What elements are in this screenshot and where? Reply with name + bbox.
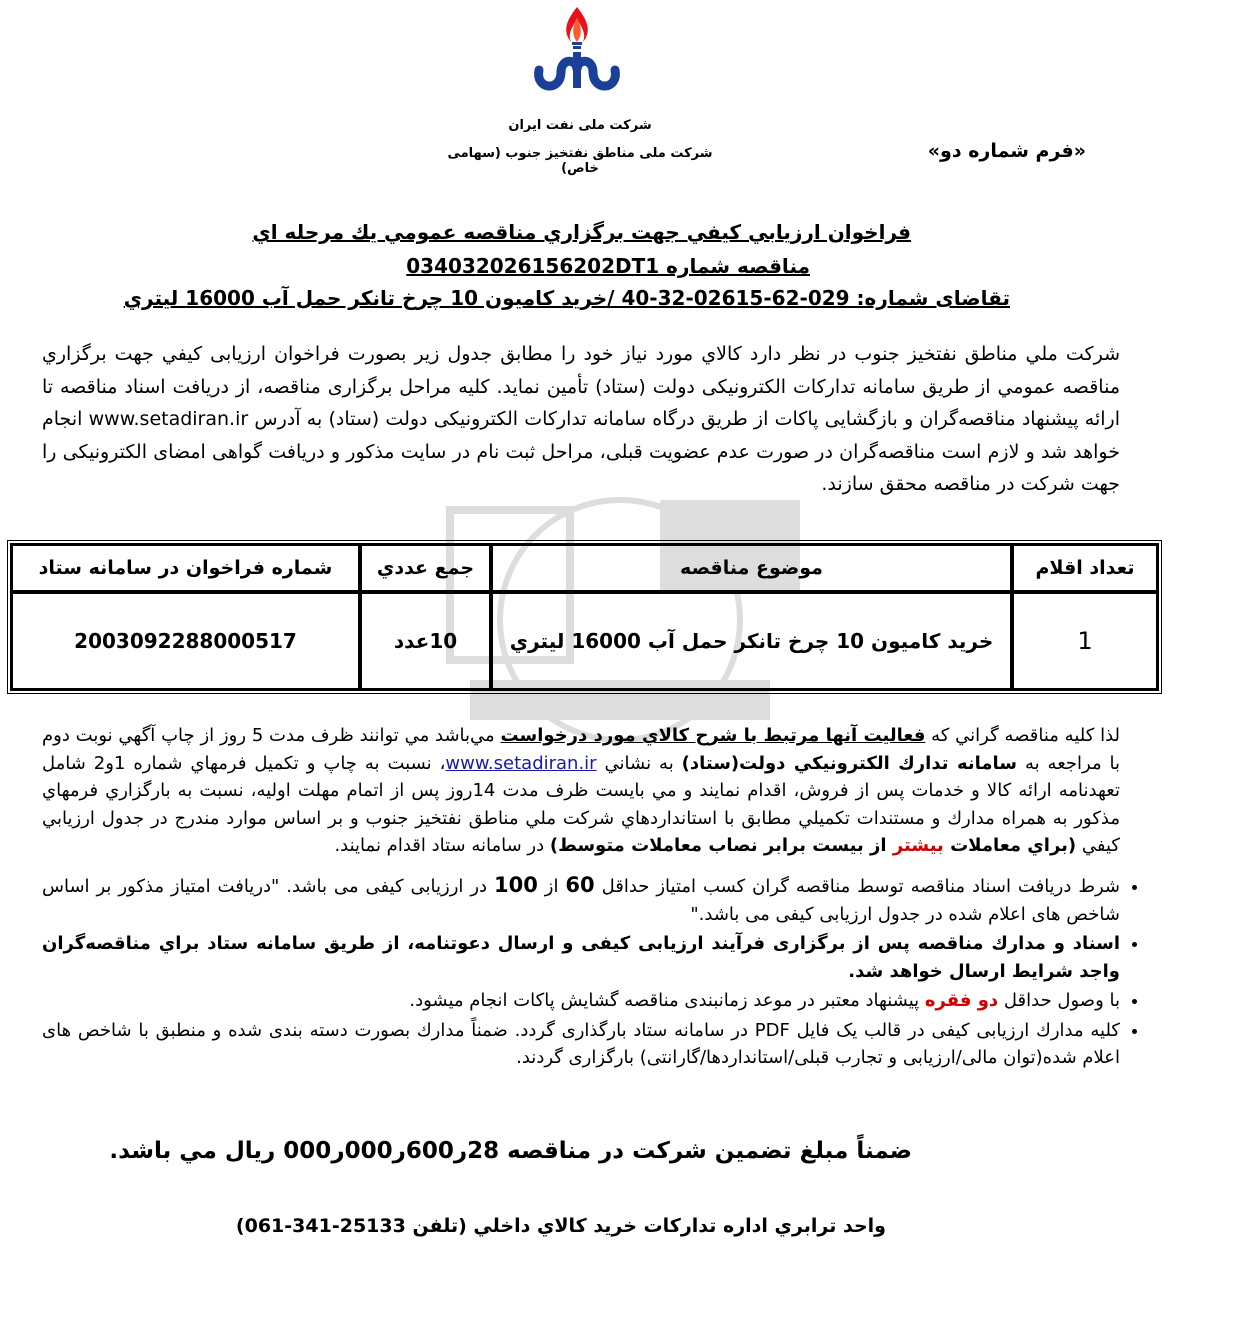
min-score: 60 — [565, 873, 595, 897]
max-score: 100 — [494, 873, 538, 897]
org-name-nisoc: شرکت ملی مناطق نفتخیز جنوب (سهامی خاص) — [447, 146, 713, 176]
bullet3-text-b: پيشنهاد معتبر در موعد زمانبندی مناقصه گشايش پاكات انجام ميشود. — [409, 990, 925, 1011]
bullet1-text-b: از — [537, 876, 566, 897]
instructions-paragraph — [42, 722, 1120, 860]
list-item — [42, 872, 1120, 928]
instr-text-10: در سامانه ستاد اقدام نمايند. — [334, 835, 550, 856]
instr-text-9: از بيست برابر نصاب معاملات متوسط) — [549, 835, 893, 856]
guarantee-amount: ضمناً مبلغ تضمين شرکت در مناقصه 28ر600ر000ر000 ريال مي باشد. — [109, 1138, 912, 1164]
bullet4-text: كليه مدارك ارزيابی کيفی در قالب يک فايل PDF در سامانه ستاد بارگذاری گردد. ضمناً مدارك بصورت دسته بندی شده و منطبق با شاخص های اعلام شده(توان مالی/ارزيابی و تجارب قبلی/استانداردها/گارانتی) بارگزاری گردند. — [42, 1019, 1120, 1068]
bullet1-text-a: شرط دريافت اسناد مناقصه توسط مناقصه گران كسب امتياز حداقل — [594, 876, 1120, 897]
title-line-3: تقاضای شماره: 029-62-02615-32-40 /خرید کامیون 10 چرخ تانکر حمل آب 16000 ليتري — [123, 286, 1010, 310]
intro-paragraph — [42, 338, 1120, 501]
form-number: «فرم شماره دو» — [927, 140, 1086, 162]
col-header-quantity: جمع عددي — [360, 544, 491, 592]
bullet1-text-c: در ارزيابی کيفی می باشد. "دريافت امتياز مذکور بر اساس شاخص های اعلام شده در جدول ارزيابی کيفی می باشد." — [42, 876, 1120, 925]
col-header-item-count: تعداد اقلام — [1012, 544, 1158, 592]
conditions-list — [42, 872, 1146, 1074]
bullet3-emphasis: دو فقره — [924, 990, 999, 1011]
title-line-2: مناقصه شماره 034032026156202DT1 — [406, 254, 810, 278]
instr-text-1: لذا كليه مناقصه گراني كه — [925, 725, 1121, 746]
list-item — [42, 987, 1120, 1015]
col-header-subject: موضوع مناقصه — [491, 544, 1012, 592]
intro-url[interactable]: www.setadiran.ir — [88, 408, 249, 430]
cell-setad-number: 2003092288000517 — [11, 592, 360, 690]
instr-url[interactable]: www.setadiran.ir — [445, 752, 597, 774]
cell-subject: خريد کاميون 10 چرخ تانکر حمل آب 16000 ليتري — [491, 592, 1012, 690]
list-item — [42, 1017, 1120, 1072]
instr-text-5: به نشاني — [596, 752, 682, 774]
col-header-setad-number: شماره فراخوان در سامانه ستاد — [11, 544, 360, 592]
tender-table — [7, 540, 1162, 694]
cell-quantity: 10عدد — [360, 592, 491, 690]
bullet2-text: اسناد و مدارك مناقصه پس از برگزاری فرآيند ارزيابی کيفی و ارسال دعوتنامه، از طريق سامانه ستاد براي مناقصه‌گران واجد شرايط ارسال خواهد شد. — [42, 933, 1120, 982]
instr-text-6: ، نسبت به چاپ و تكميل فرمهاي شماره 1و2 شامل تعهدنامه ارائه کالا و خدمات پس از فروش، اقدام نمايند و مي بايست ظرف مدت 14روز پس از اتمام مهلت اوليه، نسبت به بارگزاري فرمهاي مذكور به همراه مدارك و مستندات تكميلي مطابق با استانداردهاي شركت ملي مناطق نفتخيز جنوب و بر اساس موارد مندرج در جدول ارزيابي كيفي — [42, 752, 1120, 856]
contact-unit: واحد ترابري اداره تداركات خريد كالاي داخلي (تلفن 25133-341-061) — [235, 1215, 886, 1237]
cell-item-count: 1 — [1012, 592, 1158, 690]
instr-text-7: (براي معاملات — [943, 835, 1077, 856]
bullet3-text-a: با وصول حداقل — [998, 990, 1120, 1011]
instr-setad-emphasis: سامانه تدارك الكترونيكي دولت(ستاد) — [681, 752, 1017, 774]
instr-activity-emphasis: فعاليت آنها مرتبط با شرح كالاي مورد درخواست — [500, 725, 926, 746]
intro-text-1: شركت ملي مناطق نفتخيز جنوب در نظر دارد کالاي مورد نياز خود را مطابق جدول زير بصورت فراخوان ارزيابی کيفي جهت برگزاري مناقصه عمومي از طريق سامانه تدارکات الکترونيکی دولت (ستاد) تأمين نمايد. کليه مراحل برگزاری مناقصه، از دريافت اسناد مناقصه تا ارائه پيشنهاد مناقصه‌گران و بازگشايی پاکات از طريق درگاه سامانه تدارکات الکترونيکی دولت (ستاد) به آدرس — [42, 343, 1120, 430]
table-row — [11, 592, 1158, 690]
title-line-1: فراخوان ارزيابي كيفي جهت برگزاري مناقصه عمومي يك مرحله اي — [252, 220, 911, 244]
nioc-logo — [527, 4, 627, 104]
org-name-nioc: شرکت ملی نفت ایران — [508, 118, 652, 133]
intro-text-2: انجام خواهد شد و لازم است مناقصه‌گران در صورت عدم عضويت قبلی، مراحل ثبت نام در سايت مذکور و دريافت گواهی امضای الکترونيکی را جهت شرکت در مناقصه محقق سازند. — [42, 408, 1120, 495]
table-header-row — [11, 544, 1158, 592]
instr-text-3: مي‌باشد مي توانند ظرف مدت 5 روز از چاپ آگهي نوبت دوم با مراجعه به — [42, 725, 1121, 774]
list-item — [42, 930, 1120, 985]
instr-more-emphasis: بيشتر — [892, 835, 944, 856]
